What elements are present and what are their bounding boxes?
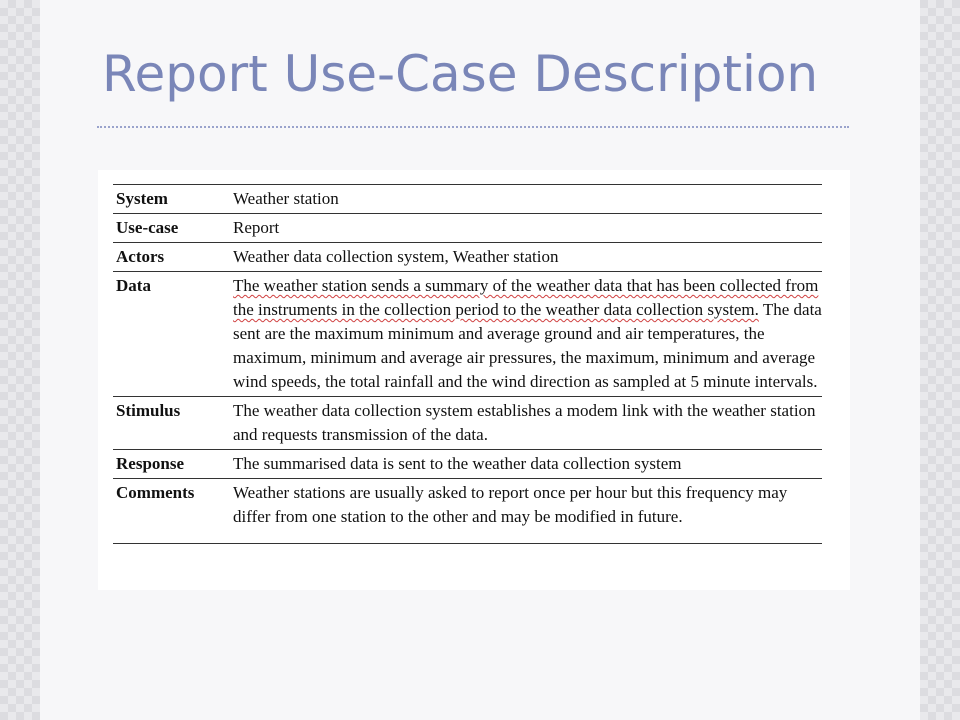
row-label: Use-case [116,218,179,237]
row-label: System [116,189,168,208]
row-label: Stimulus [116,401,181,420]
spellcheck-marked-text: The weather station sends a summary of the weather data that has been collected from the instruments in the collection period to the weather data collection system. [233,276,819,319]
row-value: Weather station [233,189,339,208]
table-row-response [113,450,822,479]
table-row-use-case [113,214,822,243]
row-value: The weather data collection system establishes a modem link with the weather station and requests transmission of the data. [233,401,816,444]
row-value: Weather data collection system, Weather station [233,247,559,266]
slide [40,0,920,720]
table-row-actors [113,243,822,272]
row-value: The summarised data is sent to the weather data collection system [233,454,682,473]
row-label: Comments [116,483,195,502]
row-label: Actors [116,247,165,266]
table-row-data [113,272,822,397]
use-case-table [113,184,822,544]
use-case-document [98,170,850,590]
row-value: Report [233,218,280,237]
slide-title: Report Use-Case Description [102,45,819,103]
table-row-comments [113,479,822,544]
row-value-rest: The data sent are the maximum minimum and average ground and air temperatures, the maximum, minimum and average air pressures, the maximum, minimum and average wind speeds, the total rainfall and the wind direction as sampled at 5 minute intervals. [233,300,822,391]
row-label: Response [116,454,185,473]
row-value: Weather stations are usually asked to report once per hour but this frequency may differ from one station to the other and may be modified in future. [233,483,788,526]
table-row-stimulus [113,397,822,450]
row-label: Data [116,276,151,295]
row-value [230,272,822,397]
title-divider [97,126,849,128]
table-row-system [113,185,822,214]
